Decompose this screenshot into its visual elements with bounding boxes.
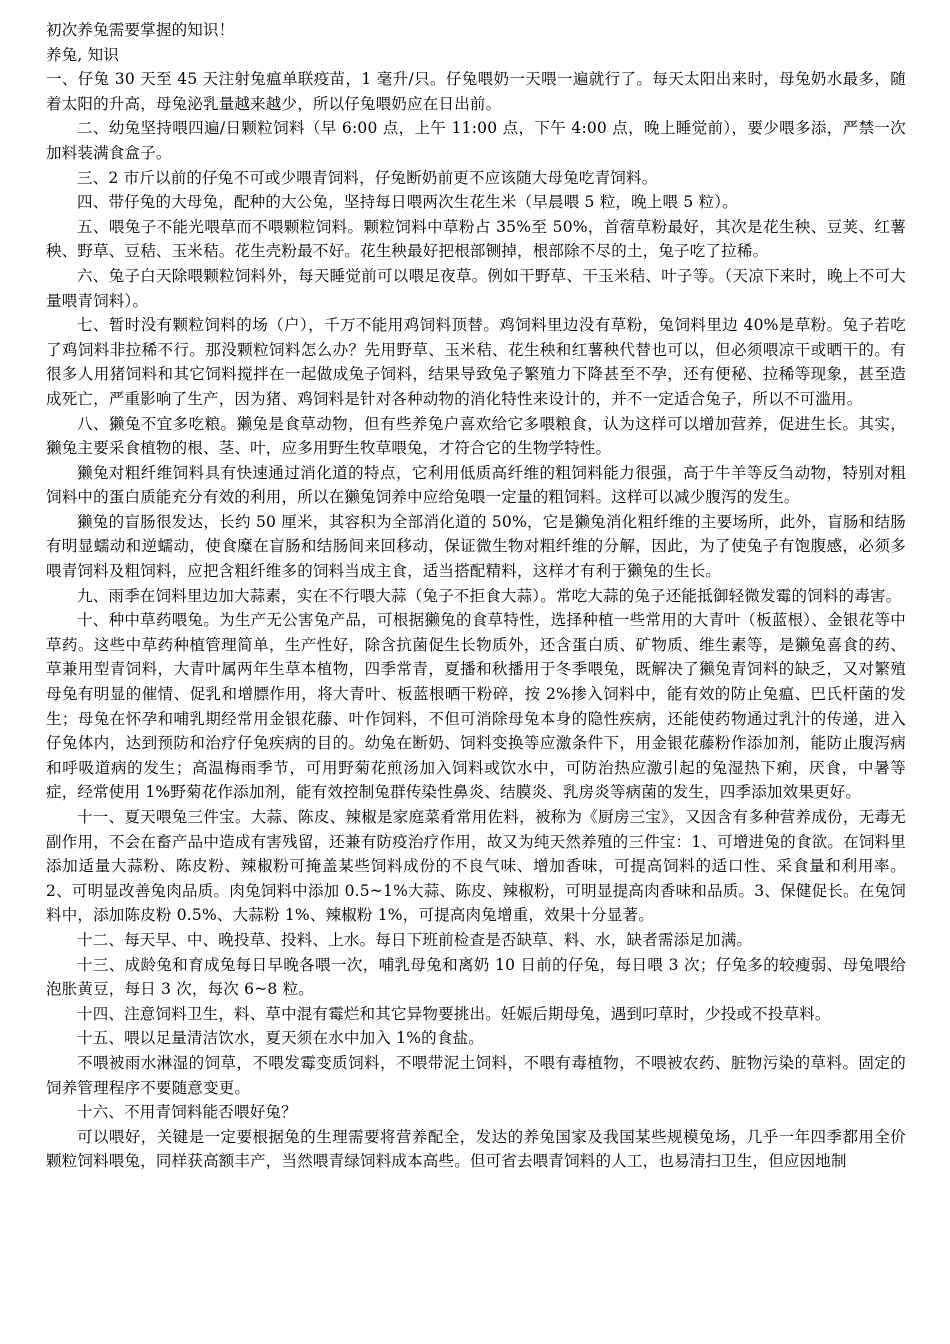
paragraph: 獭兔的盲肠很发达，长约 50 厘米，其容积为全部消化道的 50%，它是獭兔消化粗纤维的主要场所，此外，盲肠和结肠有明显蠕动和逆蠕动，使食糜在盲肠和结肠间来回移动，保证微生物对粗纤维的分解，因此，为了使兔子有饱腹感，必须多喂青饲料及粗饲料，应把含粗纤维多的饲料当成主食，适当搭配精料，这样才有利于獭兔的生长。 [46, 512, 906, 581]
paragraph: 十五、喂以足量清洁饮水，夏天须在水中加入 1%的食盐。 [77, 1029, 484, 1048]
paragraph: 十三、成龄兔和育成兔每日早晚各喂一次，哺乳母兔和离奶 10 日前的仔兔，每日喂 3 次；仔兔多的较瘦弱、母兔喂给泡胀黄豆，每日 3 次，每次 6~8 粒。 [46, 955, 906, 999]
paragraph: 二、幼兔坚持喂四遍/日颗粒饲料（早 6:00 点，上午 11:00 点，下午 4:00 点，晚上睡觉前），要少喂多添，严禁一次加料装满食盒子。 [46, 119, 906, 162]
document-subtitle: 养兔, 知识 [46, 45, 120, 64]
paragraph: 十四、注意饲料卫生，料、草中混有霉烂和其它异物要挑出。妊娠后期母兔，遇到叼草时，少投或不投草料。 [77, 1004, 831, 1023]
paragraph: 可以喂好，关键是一定要根据兔的生理需要将营养配全，发达的养兔国家及我国某些规模兔场，几乎一年四季都用全价颗粒饲料喂兔，同样获高额丰产，当然喂青绿饲料成本高些。但可省去喂青饲料的人工，也易清扫卫生，但应因地制 [46, 1127, 906, 1171]
document-body [46, 67, 906, 1174]
paragraph: 三、2 市斤以前的仔兔不可或少喂青饲料，仔兔断奶前更不应该随大母兔吃青饲料。 [77, 168, 658, 187]
paragraph: 不喂被雨水淋湿的饲草，不喂发霉变质饲料，不喂带泥土饲料，不喂有毒植物，不喂被农药、脏物污染的草料。固定的饲养管理程序不要随意变更。 [46, 1053, 906, 1097]
paragraph: 十一、夏天喂兔三件宝。大蒜、陈皮、辣椒是家庭菜肴常用佐料，被称为《厨房三宝》，又因含有多种营养成份，无毒无副作用，不会在畜产品中造成有害残留，还兼有防疫治疗作用，故又为纯天然养殖的三件宝：1、可增进兔的食欲。在饲料里添加适量大蒜粉、陈皮粉、辣椒粉可掩盖某些饲料成份的不良气味、增加香味，可提高饲料的适口性、采食量和利用率。 2、可明显改善兔肉品质。肉兔饲料中添加 0.5~1%大蒜、陈皮、辣椒粉，可明显提高肉香味和品质。3、保健促长。在兔饲料中，添加陈皮粉 0.5%、大蒜粉 1%、辣椒粉 1%，可提高肉兔增重，效果十分显著。 [46, 808, 906, 925]
paragraph: 四、带仔兔的大母兔，配种的大公兔，坚持每日喂两次生花生米（早晨喂 5 粒，晚上喂 5 粒）。 [77, 193, 738, 212]
paragraph: 五、喂兔子不能光喂草而不喂颗粒饲料。颗粒饲料中草粉占 35%至 50%，首蓿草粉最好，其次是花生秧、豆荚、红薯秧、野草、豆秸、玉米秸。花生壳粉最不好。花生秧最好把根部铡掉，根部除不尽的土，兔子吃了拉稀。 [46, 217, 906, 261]
paragraph: 獭兔对粗纤维饲料具有快速通过消化道的特点，它利用低质高纤维的粗饲料能力很强，高于牛羊等反刍动物，特别对粗饲料中的蛋白质能充分有效的利用，所以在獭兔饲养中应给兔喂一定量的粗饲料。这样可以减少腹泻的发生。 [46, 463, 906, 507]
paragraph: 六、兔子白天除喂颗粒饲料外，每天睡觉前可以喂足夜草。例如干野草、干玉米秸、叶子等。（天凉下来时，晚上不可大量喂青饲料）。 [46, 266, 906, 310]
paragraph: 八、獭兔不宜多吃粮。獭兔是食草动物，但有些养兔户喜欢给它多喂粮食，认为这样可以增加营养，促进生长。其实，獭兔主要采食植物的根、茎、叶，应多用野生牧草喂兔，才符合它的生物学特性。 [46, 414, 906, 458]
paragraph: 一、仔兔 30 天至 45 天注射兔瘟单联疫苗，1 毫升/只。仔兔喂奶一天喂一遍就行了。每天太阳出来时，母兔奶水最多，随着太阳的升高，母兔泌乳量越来越少，所以仔兔喂奶应在日出前。 [46, 70, 906, 113]
paragraph: 十二、每天早、中、晚投草、投料、上水。每日下班前检查是否缺草、料、水，缺者需添足加满。 [77, 930, 753, 949]
paragraph: 十、种中草药喂兔。为生产无公害兔产品，可根据獭兔的食草特性，选择种植一些常用的大青叶（板蓝根）、金银花等中草药。这些中草药种植管理简单，生产性好，除含抗菌促生长物质外，还含蛋白质、矿物质、维生素等，是獭兔喜食的药、草兼用型青饲料，大青叶属两年生草本植物，四季常青，夏播和秋播用于冬季喂兔，既解决了獭兔青饲料的缺乏，又对繁殖母兔有明显的催情、促乳和增膘作用，将大青叶、板蓝根晒干粉碎，按 2%掺入饲料中，能有效的防止兔瘟、巴氏杆菌的发生；母兔在怀孕和哺乳期经常用金银花藤、叶作饲料，不但可消除母兔本身的隐性疾病，还能使药物通过乳汁的传递，进入仔兔体内，达到预防和治疗仔兔疾病的目的。幼兔在断奶、饲料变换等应激条件下，用金银花藤粉作添加剂，能防止腹泻病和呼吸道病的发生；高温梅雨季节，可用野菊花煎汤加入饲料或饮水中，可防治热应激引起的兔湿热下痢，厌食，中暑等症，经常使用 1%野菊花作添加剂，能有效控制兔群传染性鼻炎、结膜炎、乳房炎等病菌的发生，四季添加效果更好。 [46, 611, 906, 802]
document-title: 初次养兔需要掌握的知识！ [46, 21, 235, 39]
paragraph: 九、雨季在饲料里边加大蒜素，实在不行喂大蒜（兔子不拒食大蒜）。常吃大蒜的兔子还能抵御轻微发霉的饲料的毒害。 [77, 586, 902, 605]
paragraph: 七、暂时没有颗粒饲料的场（户），千万不能用鸡饲料顶替。鸡饲料里边没有草粉，兔饲料里边 40%是草粉。兔子若吃了鸡饲料非拉稀不行。那没颗粒饲料怎么办？先用野草、玉米秸、花生秧和红薯秧代替也可以，但必须喂凉干或晒干的。有很多人用猪饲料和其它饲料搅拌在一起做成兔子饲料，结果导致兔子繁殖力下降甚至不孕，还有便秘、拉稀等现象，甚至造成死亡，严重影响了生产，因为猪、鸡饲料是针对各种动物的消化特性来设计的，并不一定适合兔子，所以不可滥用。 [46, 316, 906, 408]
paragraph: 十六、不用青饲料能否喂好兔？ [77, 1103, 297, 1122]
